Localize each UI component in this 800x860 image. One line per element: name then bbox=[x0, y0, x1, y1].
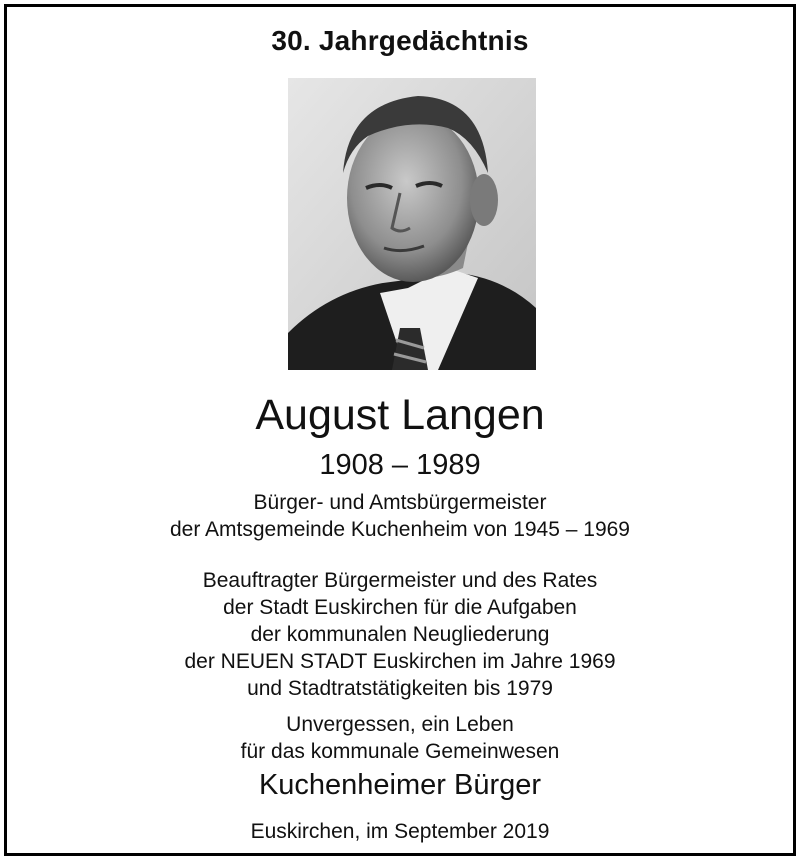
place-date-line: Euskirchen, im September 2019 bbox=[250, 820, 550, 843]
role-line: der Stadt Euskirchen für die Aufgaben bbox=[223, 596, 577, 619]
role-block bbox=[7, 567, 793, 702]
portrait-photo bbox=[288, 78, 536, 370]
remembrance-line: für das kommunale Gemeinwesen bbox=[240, 740, 560, 763]
signature-line: Kuchenheimer Bürger bbox=[258, 769, 542, 801]
life-dates: 1908 – 1989 bbox=[319, 449, 481, 481]
memorial-heading: 30. Jahrgedächtnis bbox=[271, 25, 529, 56]
remembrance-line: Unvergessen, ein Leben bbox=[286, 713, 514, 736]
role-line: Beauftragter Bürgermeister und des Rates bbox=[202, 569, 598, 592]
office-line: der Amtsgemeinde Kuchenheim von 1945 – 1969 bbox=[170, 518, 630, 541]
role-line: der NEUEN STADT Euskirchen im Jahre 1969 bbox=[184, 650, 616, 673]
role-line: und Stadtratstätigkeiten bis 1979 bbox=[247, 677, 553, 700]
deceased-name: August Langen bbox=[255, 391, 545, 439]
obituary-frame bbox=[4, 4, 796, 856]
role-line: der kommunalen Neugliederung bbox=[250, 623, 550, 646]
office-line: Bürger- und Amtsbürgermeister bbox=[253, 491, 547, 514]
office-block bbox=[7, 489, 793, 543]
portrait-image bbox=[288, 78, 536, 370]
remembrance-block bbox=[7, 711, 793, 765]
